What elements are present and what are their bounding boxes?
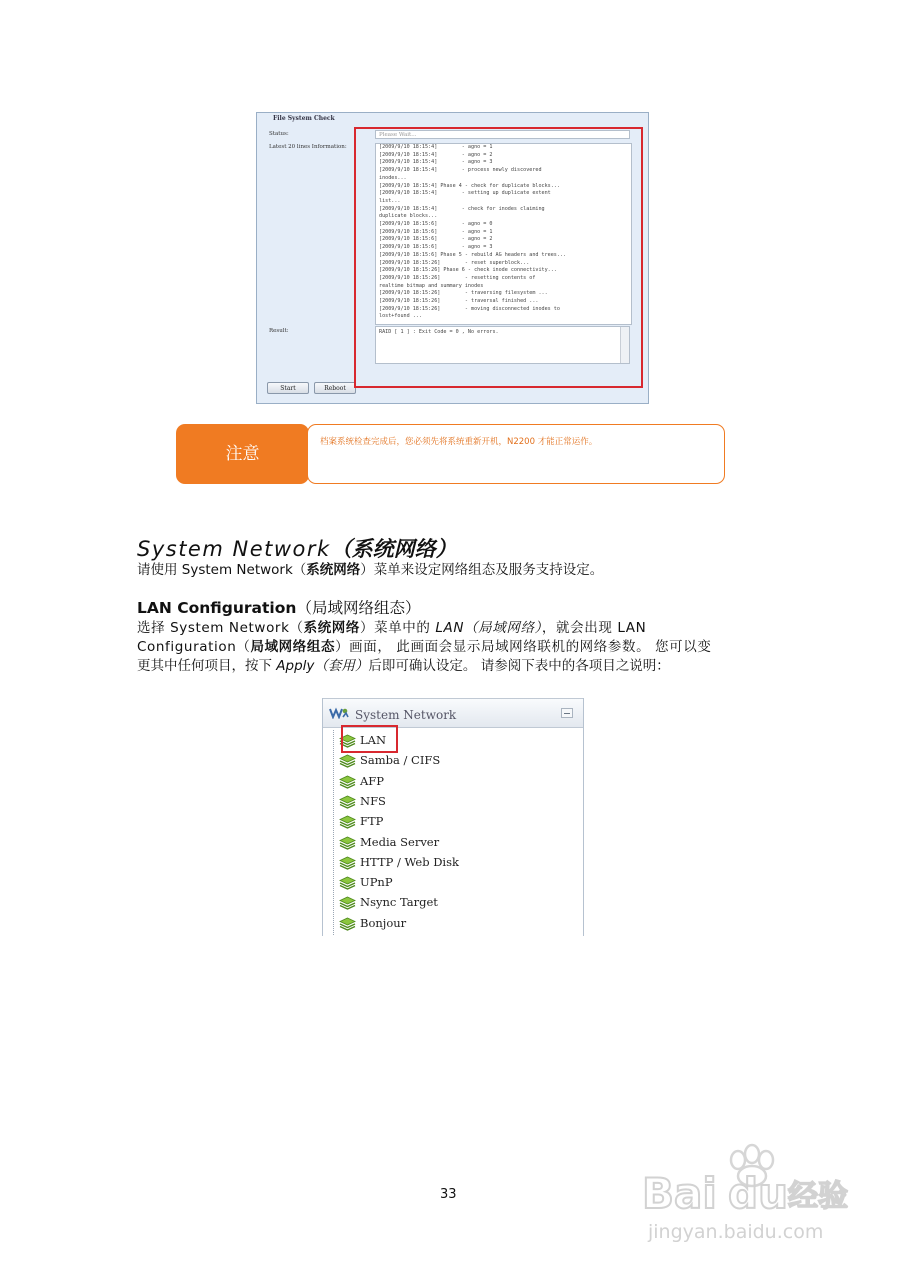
log-line: [2009/9/10 18:15:6] - agno = 2 [379,236,493,243]
section-title-cn: （系统网络） [330,537,457,561]
log-line: [2009/9/10 18:15:26] - reset superblock... [379,259,530,266]
menu-item-samba-cifs[interactable] [339,750,440,770]
log-line: [2009/9/10 18:15:26] - resetting contents of [379,274,536,281]
menu-item-label: AFP [360,773,385,788]
lan-text: 更其中任何项目，按下 [137,658,277,674]
menu-item-upnp[interactable] [339,872,393,892]
svg-text:Bai: Bai [642,1169,717,1218]
highlight-frame [354,127,643,388]
menu-item-label: NFS [360,793,386,808]
log-line: inodes... [379,174,407,181]
menu-item-nsync-target[interactable] [339,892,438,912]
fsc-title: File System Check [273,115,335,122]
log-line: [2009/9/10 18:15:26] Phase 6 - check inode connectivity... [379,267,557,274]
log-line: [2009/9/10 18:15:6] Phase 5 - rebuild AG headers and trees... [379,251,567,258]
note-tab: 注意 [176,424,309,484]
fsc-info-label: Latest 20 lines Information: [269,144,347,150]
menu-item-label: Media Server [360,834,440,849]
tree-line [333,730,334,935]
log-line: [2009/9/10 18:15:4] - setting up duplicate extent [379,190,551,197]
log-line: [2009/9/10 18:15:4] Phase 4 - check for duplicate blocks... [379,182,560,189]
layers-icon [339,875,356,889]
layers-icon [339,814,356,828]
reboot-button[interactable]: Reboot [314,382,356,394]
menu-item-ftp[interactable] [339,811,383,831]
menu-header[interactable] [323,698,583,728]
lan-text: 选择 System Network（ [137,620,304,636]
lan-text: LAN（局域网络） [435,620,542,636]
svg-text:du: du [728,1169,788,1218]
layers-icon [339,753,356,767]
menu-item-media-server[interactable] [339,832,439,852]
layers-icon [339,794,356,808]
intro-text-1: 请使用 System Network（ [137,562,307,578]
log-line: realtime bitmap and summary inodes [379,282,484,289]
log-line: duplicate blocks... [379,213,438,220]
intro-text-bold: 系统网络 [306,562,361,578]
log-line: [2009/9/10 18:15:4] - check for inodes claiming [379,205,545,212]
menu-item-http-web-disk[interactable] [339,852,459,872]
log-line: [2009/9/10 18:15:4] - process newly discovered [379,167,542,174]
network-logo-icon [329,707,349,719]
layers-icon [339,855,356,869]
layers-icon [339,835,356,849]
menu-item-label: Bonjour [360,915,407,930]
log-line: [2009/9/10 18:15:4] - agno = 3 [379,159,493,166]
lan-text: ）画面， 此画面会显示局域网络联机的网络参数。 您可以变 [335,639,712,655]
section-title [137,533,457,563]
lan-text: ，就会出现 LAN [541,620,647,636]
menu-item-label: UPnP [360,875,393,890]
lan-title-cn: （局域网络组态） [296,599,421,617]
section-intro [137,561,603,580]
fsc-status-field: Please Wait... [375,130,630,139]
layers-icon [339,916,356,930]
fsc-result-label: Result: [269,328,289,334]
menu-item-label: Samba / CIFS [360,753,441,768]
fsc-status-label: Status: [269,131,289,137]
menu-item-label: HTTP / Web Disk [360,854,459,869]
svg-text:经验: 经验 [788,1179,848,1214]
collapse-icon[interactable] [561,708,573,718]
menu-item-label: FTP [360,814,384,829]
menu-item-bonjour[interactable] [339,913,406,933]
lan-paragraph-line-3 [137,657,670,676]
log-line: [2009/9/10 18:15:26] - traversing filesystem ... [379,290,548,297]
lan-highlight-frame [341,725,398,753]
lan-text: ）菜单中的 [360,620,436,636]
layers-icon [339,774,356,788]
lan-text: 局域网络组态 [250,639,336,655]
lan-paragraph-line-2 [137,638,711,657]
menu-title: System Network [355,708,457,722]
menu-item-label: Nsync Target [360,895,438,910]
note-text: 档案系统检查完成后，您必须先将系统重新开机，N2200 才能正常运作。 [320,437,598,447]
baidu-watermark-logo [640,1140,855,1250]
lan-text: Apply（套用） [276,658,369,674]
section-title-en: System Network [137,537,331,561]
lan-text: 系统网络 [303,620,360,636]
lan-paragraph-line-1 [137,619,646,638]
page-number: 33 [440,1187,457,1202]
fsc-result-field: RAID [ 1 ] : Exit Code = 0 , No errors. [375,326,630,364]
log-line: [2009/9/10 18:15:6] - agno = 3 [379,244,493,251]
log-line: [2009/9/10 18:15:6] - agno = 0 [379,221,493,228]
log-line: [2009/9/10 18:15:26] - traversal finished ... [379,298,539,305]
log-line: [2009/9/10 18:15:6] - agno = 1 [379,228,493,235]
lan-title [137,596,420,618]
log-line: lost+found ... [379,313,422,320]
layers-icon [339,895,356,909]
log-line: [2009/9/10 18:15:26] - moving disconnected inodes to [379,305,560,312]
menu-item-afp[interactable] [339,771,384,791]
lan-text: 后即可确认设定。 请参阅下表中的各项目之说明： [368,658,670,674]
menu-item-nfs[interactable] [339,791,386,811]
start-button[interactable]: Start [267,382,309,394]
watermark-url: jingyan.baidu.com [648,1221,824,1243]
lan-text: Configuration（ [137,639,251,655]
log-line: [2009/9/10 18:15:4] - agno = 2 [379,151,493,158]
log-line: list... [379,197,401,204]
lan-title-en: LAN Configuration [137,599,297,617]
intro-text-2: ）菜单来设定网络组态及服务支持设定。 [360,562,604,578]
menu-item-label: LAN [360,733,387,747]
log-line: [2009/9/10 18:15:4] - agno = 1 [379,144,493,150]
note-box [307,424,725,484]
